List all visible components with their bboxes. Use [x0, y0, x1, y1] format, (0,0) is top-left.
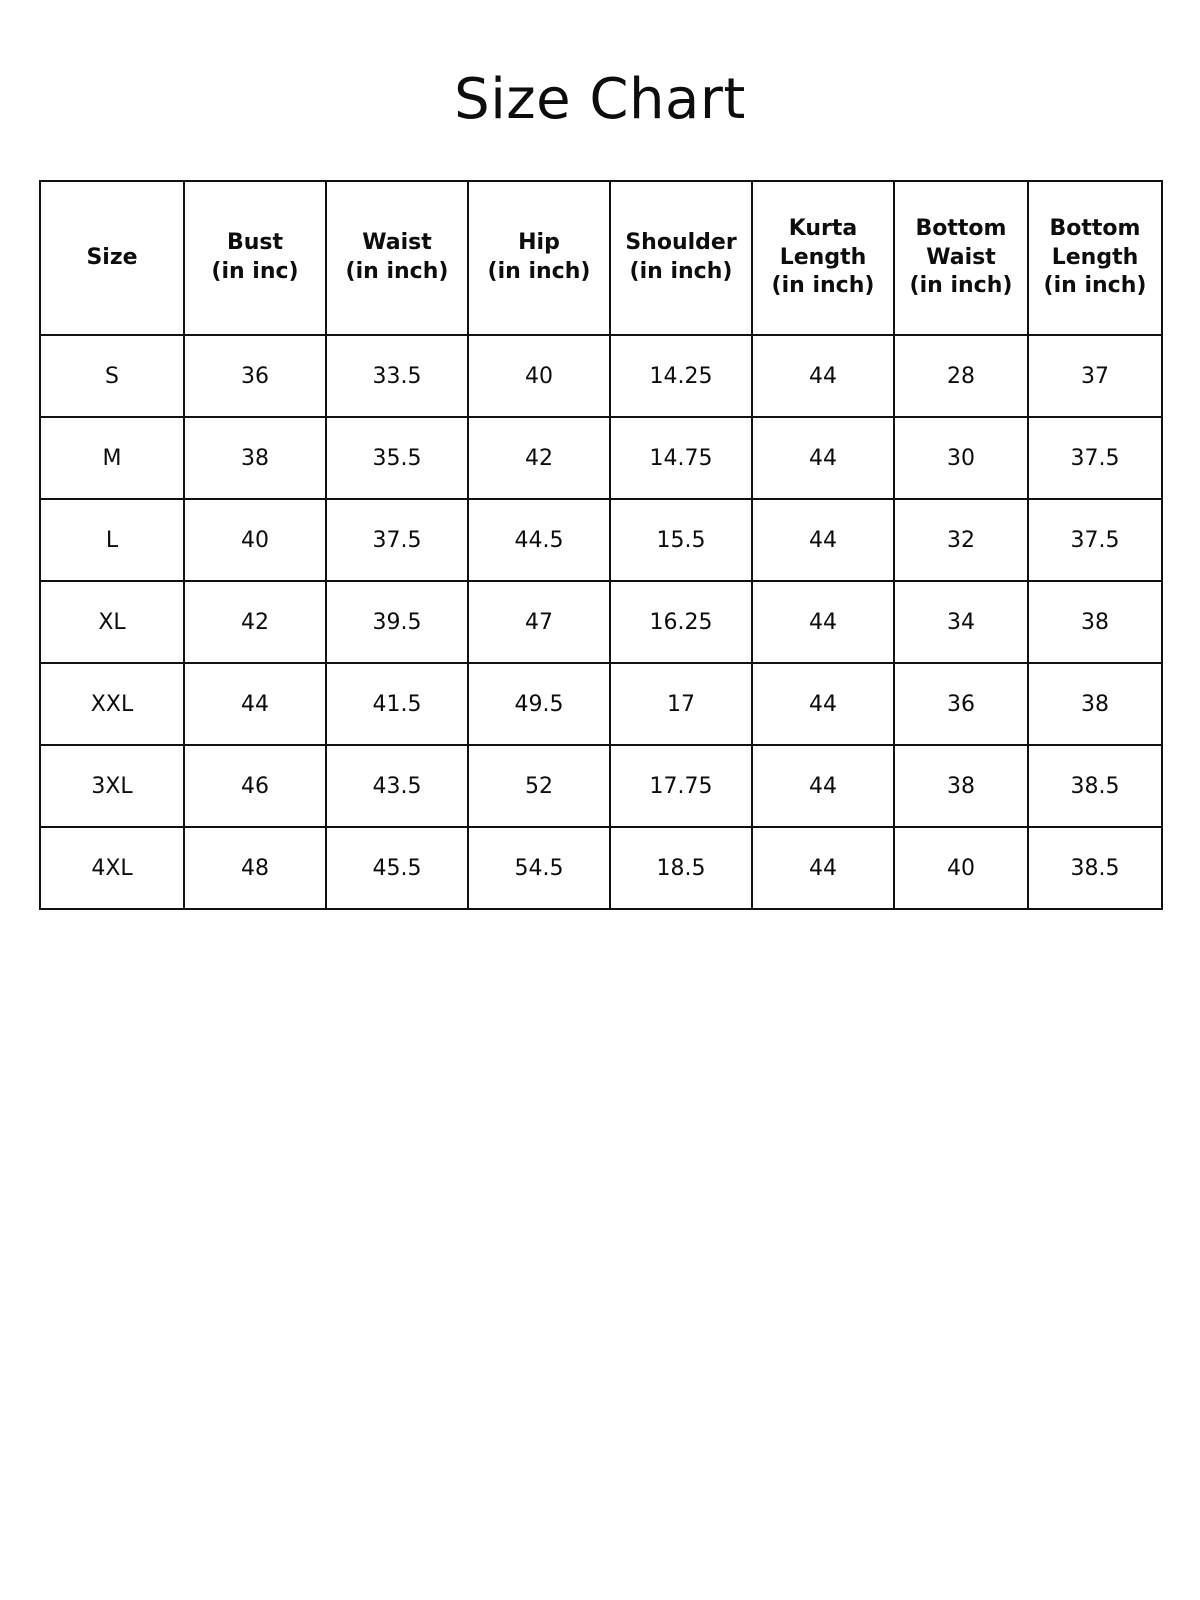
- cell-kurta-length: 44: [752, 417, 894, 499]
- cell-waist: 35.5: [326, 417, 468, 499]
- cell-waist: 37.5: [326, 499, 468, 581]
- cell-bust: 44: [184, 663, 326, 745]
- cell-bottom-waist: 30: [894, 417, 1028, 499]
- cell-waist: 33.5: [326, 335, 468, 417]
- cell-shoulder: 15.5: [610, 499, 752, 581]
- column-header-shoulder: [610, 181, 752, 335]
- cell-hip: 47: [468, 581, 610, 663]
- cell-hip: 44.5: [468, 499, 610, 581]
- cell-bottom-waist: 38: [894, 745, 1028, 827]
- table-row: [40, 335, 1162, 417]
- table-row: [40, 499, 1162, 581]
- column-header-kurta-length-line2: (in inch): [771, 273, 875, 299]
- cell-bust: 38: [184, 417, 326, 499]
- cell-size: XXL: [40, 663, 184, 745]
- table-row: [40, 417, 1162, 499]
- cell-bottom-length: 38: [1028, 663, 1162, 745]
- column-header-bottom-length-line1: Bottom Length: [1049, 216, 1141, 270]
- cell-bottom-waist: 40: [894, 827, 1028, 909]
- column-header-hip-line2: (in inch): [487, 259, 591, 284]
- cell-bottom-length: 38.5: [1028, 745, 1162, 827]
- cell-bust: 48: [184, 827, 326, 909]
- column-header-waist-line1: Waist: [362, 230, 432, 256]
- table-header: [40, 181, 1162, 335]
- column-header-hip: [468, 181, 610, 335]
- column-header-bottom-length: [1028, 181, 1162, 335]
- column-header-bust: [184, 181, 326, 335]
- column-header-shoulder-line2: (in inch): [629, 259, 733, 284]
- cell-kurta-length: 44: [752, 581, 894, 663]
- cell-bust: 36: [184, 335, 326, 417]
- cell-kurta-length: 44: [752, 745, 894, 827]
- column-header-kurta-length-line1: Kurta Length: [779, 216, 867, 270]
- column-header-size: [40, 181, 184, 335]
- cell-size: XL: [40, 581, 184, 663]
- table-row: [40, 581, 1162, 663]
- cell-waist: 41.5: [326, 663, 468, 745]
- cell-bottom-length: 37.5: [1028, 499, 1162, 581]
- column-header-size-line1: Size: [86, 244, 138, 270]
- cell-bottom-length: 37: [1028, 335, 1162, 417]
- cell-shoulder: 14.25: [610, 335, 752, 417]
- table-row: [40, 663, 1162, 745]
- cell-kurta-length: 44: [752, 663, 894, 745]
- cell-bottom-length: 37.5: [1028, 417, 1162, 499]
- cell-hip: 54.5: [468, 827, 610, 909]
- cell-shoulder: 17.75: [610, 745, 752, 827]
- column-header-hip-line1: Hip: [518, 230, 560, 256]
- column-header-bust-line1: Bust: [226, 230, 284, 256]
- cell-bottom-waist: 34: [894, 581, 1028, 663]
- column-header-shoulder-line1: Shoulder: [625, 230, 737, 256]
- cell-waist: 39.5: [326, 581, 468, 663]
- cell-bust: 46: [184, 745, 326, 827]
- column-header-waist: [326, 181, 468, 335]
- column-header-bottom-waist: [894, 181, 1028, 335]
- column-header-waist-line2: (in inch): [345, 259, 449, 284]
- cell-shoulder: 14.75: [610, 417, 752, 499]
- cell-kurta-length: 44: [752, 499, 894, 581]
- column-header-bottom-length-line2: (in inch): [1043, 273, 1147, 299]
- size-chart-table: [39, 180, 1163, 910]
- column-header-kurta-length: [752, 181, 894, 335]
- cell-shoulder: 18.5: [610, 827, 752, 909]
- cell-size: 3XL: [40, 745, 184, 827]
- cell-size: L: [40, 499, 184, 581]
- page-title: Size Chart: [454, 67, 746, 132]
- cell-hip: 42: [468, 417, 610, 499]
- column-header-bottom-waist-line1: Bottom Waist: [915, 216, 1007, 270]
- cell-bottom-length: 38: [1028, 581, 1162, 663]
- cell-bottom-waist: 36: [894, 663, 1028, 745]
- cell-kurta-length: 44: [752, 827, 894, 909]
- cell-bust: 40: [184, 499, 326, 581]
- cell-shoulder: 17: [610, 663, 752, 745]
- cell-shoulder: 16.25: [610, 581, 752, 663]
- cell-bottom-waist: 32: [894, 499, 1028, 581]
- column-header-bust-line2: (in inc): [211, 259, 299, 284]
- cell-hip: 52: [468, 745, 610, 827]
- table-row: [40, 745, 1162, 827]
- cell-hip: 40: [468, 335, 610, 417]
- cell-hip: 49.5: [468, 663, 610, 745]
- column-header-bottom-waist-line2: (in inch): [909, 273, 1013, 299]
- cell-bottom-waist: 28: [894, 335, 1028, 417]
- cell-waist: 45.5: [326, 827, 468, 909]
- cell-size: 4XL: [40, 827, 184, 909]
- size-chart-table-container: [39, 128, 1161, 910]
- cell-waist: 43.5: [326, 745, 468, 827]
- table-row: [40, 827, 1162, 909]
- cell-size: M: [40, 417, 184, 499]
- table-body: [40, 335, 1162, 909]
- cell-size: S: [40, 335, 184, 417]
- cell-bottom-length: 38.5: [1028, 827, 1162, 909]
- cell-kurta-length: 44: [752, 335, 894, 417]
- table-header-row: [40, 181, 1162, 335]
- cell-bust: 42: [184, 581, 326, 663]
